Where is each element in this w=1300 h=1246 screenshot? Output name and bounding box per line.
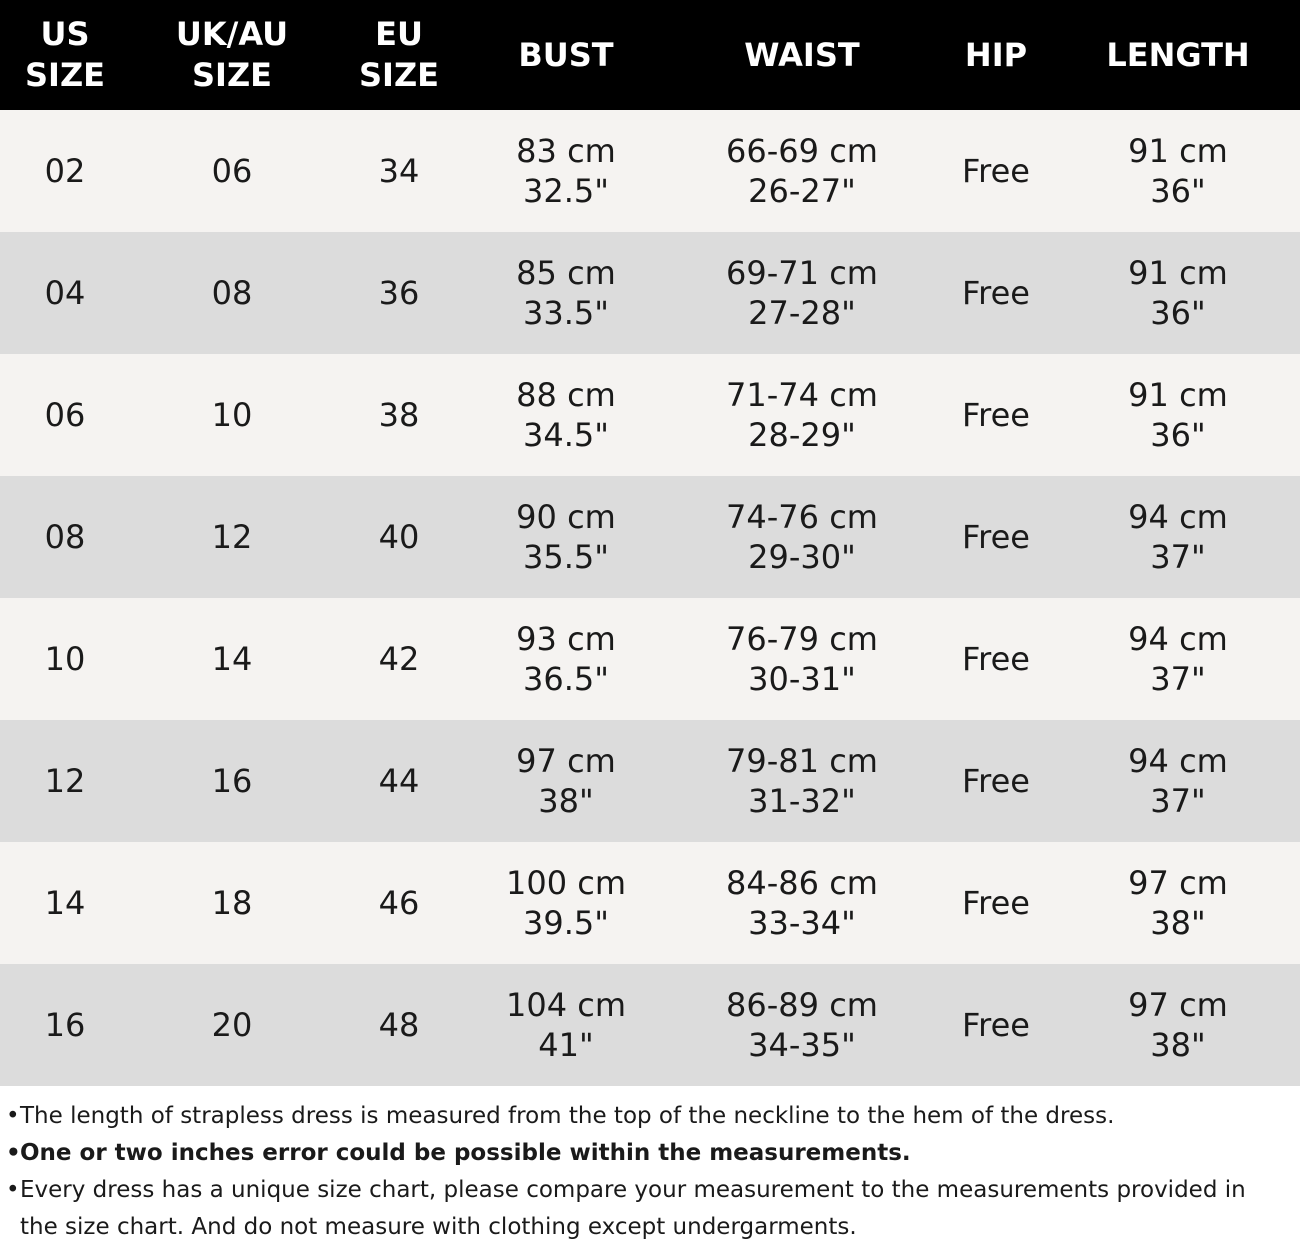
header-eu-size: EU SIZE [358,15,439,94]
notes-section [0,1086,1300,1246]
cell-waist-waist-in: 26-27" [748,172,856,210]
cell-uk-au-size-uk-au: 10 [211,396,253,434]
cell-uk-au-size-uk-au: 12 [211,518,253,556]
cell-length [1056,476,1300,598]
cell-us-size-us: 08 [44,518,86,556]
cell-uk-au-size-uk-au: 06 [211,152,253,190]
cell-hip-hip: Free [962,518,1030,556]
cell-waist [668,842,936,964]
header-bust: BUST [518,35,614,74]
cell-us-size-us: 10 [44,640,86,678]
cell-eu-size [334,842,464,964]
cell-hip-hip: Free [962,884,1030,922]
cell-length-length-in: 36" [1150,416,1206,454]
bullet-icon: • [6,1140,21,1166]
cell-length-length-cm: 94 cm [1128,742,1228,780]
cell-waist [668,354,936,476]
cell-bust-bust-in: 41" [538,1026,594,1064]
cell-uk-au-size-uk-au: 20 [211,1006,253,1044]
table-row [0,842,1300,964]
cell-waist [668,476,936,598]
cell-hip-hip: Free [962,152,1030,190]
cell-length-length-in: 38" [1150,904,1206,942]
cell-bust-bust-cm: 104 cm [505,986,626,1024]
cell-hip-hip: Free [962,640,1030,678]
cell-length-length-in: 37" [1150,660,1206,698]
cell-us-size-us: 14 [44,884,86,922]
cell-length [1056,598,1300,720]
cell-hip-hip: Free [962,396,1030,434]
cell-uk-au-size [130,232,334,354]
cell-waist-waist-cm: 66-69 cm [726,132,878,170]
cell-eu-size-eu: 36 [378,274,420,312]
header-length: LENGTH [1106,35,1250,74]
table-row [0,720,1300,842]
cell-eu-size-eu: 38 [378,396,420,434]
cell-bust [464,720,668,842]
cell-us-size [0,476,130,598]
cell-us-size-us: 16 [44,1006,86,1044]
note-text: The length of strapless dress is measured from the top of the neckline to the hem of the dress. [20,1103,1115,1129]
cell-us-size [0,598,130,720]
note-text: Every dress has a unique size chart, please compare your measurement to the measurements provided in the size chart. And do not measure with clothing except undergarments. [20,1177,1246,1240]
cell-waist-waist-in: 34-35" [748,1026,856,1064]
cell-length [1056,964,1300,1086]
cell-length-length-in: 37" [1150,782,1206,820]
cell-bust [464,842,668,964]
cell-bust [464,110,668,232]
cell-length-length-in: 36" [1150,172,1206,210]
cell-uk-au-size-uk-au: 14 [211,640,253,678]
cell-length-length-cm: 97 cm [1128,986,1228,1024]
cell-waist [668,964,936,1086]
cell-waist-waist-in: 30-31" [748,660,856,698]
cell-length-length-in: 37" [1150,538,1206,576]
cell-us-size [0,354,130,476]
cell-uk-au-size [130,720,334,842]
cell-us-size [0,964,130,1086]
cell-us-size [0,842,130,964]
cell-us-size-us: 12 [44,762,86,800]
header-us-size: US SIZE [24,15,105,94]
cell-waist-waist-cm: 79-81 cm [726,742,878,780]
cell-uk-au-size-uk-au: 08 [211,274,253,312]
cell-hip [936,842,1056,964]
table-row [0,232,1300,354]
cell-bust-bust-in: 32.5" [523,172,609,210]
cell-eu-size [334,476,464,598]
cell-length [1056,842,1300,964]
cell-uk-au-size [130,354,334,476]
cell-hip [936,598,1056,720]
cell-us-size [0,232,130,354]
cell-hip [936,476,1056,598]
cell-bust-bust-cm: 88 cm [516,376,616,414]
cell-length [1056,110,1300,232]
cell-uk-au-size [130,842,334,964]
cell-hip-hip: Free [962,274,1030,312]
cell-uk-au-size [130,598,334,720]
cell-hip [936,232,1056,354]
cell-bust-bust-in: 35.5" [523,538,609,576]
cell-hip [936,964,1056,1086]
cell-eu-size-eu: 34 [378,152,420,190]
note-item [6,1135,1290,1172]
cell-length-length-in: 36" [1150,294,1206,332]
cell-length-length-cm: 91 cm [1128,376,1228,414]
cell-waist [668,598,936,720]
cell-waist-waist-in: 29-30" [748,538,856,576]
cell-waist [668,720,936,842]
cell-waist-waist-in: 27-28" [748,294,856,332]
bullet-icon: • [6,1177,20,1203]
cell-bust-bust-in: 33.5" [523,294,609,332]
cell-bust-bust-in: 34.5" [523,416,609,454]
cell-bust [464,476,668,598]
cell-waist [668,110,936,232]
cell-uk-au-size [130,476,334,598]
cell-length [1056,232,1300,354]
cell-bust-bust-cm: 100 cm [505,864,626,902]
cell-waist-waist-in: 31-32" [748,782,856,820]
cell-length-length-cm: 91 cm [1128,254,1228,292]
header-row [0,0,1300,110]
cell-length [1056,354,1300,476]
cell-bust-bust-in: 36.5" [523,660,609,698]
cell-bust-bust-in: 39.5" [523,904,609,942]
cell-length [1056,720,1300,842]
cell-waist-waist-cm: 84-86 cm [726,864,878,902]
cell-eu-size [334,354,464,476]
header-waist: WAIST [744,35,860,74]
cell-hip [936,354,1056,476]
cell-us-size-us: 04 [44,274,86,312]
cell-eu-size-eu: 42 [378,640,420,678]
header-uk-au-size: UK/AU SIZE [175,15,289,94]
bullet-icon: • [6,1103,20,1129]
note-text: One or two inches error could be possible within the measurements. [20,1140,911,1166]
cell-hip [936,110,1056,232]
note-item [6,1098,1290,1135]
cell-eu-size [334,720,464,842]
cell-length-length-cm: 94 cm [1128,620,1228,658]
cell-uk-au-size-uk-au: 18 [211,884,253,922]
cell-bust-bust-in: 38" [538,782,594,820]
cell-us-size-us: 06 [44,396,86,434]
table-row [0,964,1300,1086]
cell-waist-waist-cm: 76-79 cm [726,620,878,658]
cell-eu-size [334,964,464,1086]
cell-us-size [0,110,130,232]
cell-eu-size-eu: 48 [378,1006,420,1044]
cell-bust [464,354,668,476]
cell-eu-size [334,232,464,354]
cell-us-size [0,720,130,842]
cell-bust-bust-cm: 97 cm [516,742,616,780]
cell-waist [668,232,936,354]
cell-uk-au-size-uk-au: 16 [211,762,253,800]
cell-length-length-cm: 94 cm [1128,498,1228,536]
cell-hip-hip: Free [962,1006,1030,1044]
cell-bust-bust-cm: 85 cm [516,254,616,292]
cell-waist-waist-cm: 71-74 cm [726,376,878,414]
cell-bust [464,598,668,720]
cell-bust [464,232,668,354]
cell-waist-waist-cm: 69-71 cm [726,254,878,292]
cell-hip [936,720,1056,842]
cell-uk-au-size [130,964,334,1086]
cell-waist-waist-in: 28-29" [748,416,856,454]
cell-uk-au-size [130,110,334,232]
cell-waist-waist-in: 33-34" [748,904,856,942]
cell-length-length-cm: 97 cm [1128,864,1228,902]
table-row [0,476,1300,598]
cell-eu-size [334,110,464,232]
table-body [0,110,1300,1086]
cell-eu-size [334,598,464,720]
note-item [6,1172,1290,1246]
cell-waist-waist-cm: 86-89 cm [726,986,878,1024]
table-row [0,598,1300,720]
cell-eu-size-eu: 40 [378,518,420,556]
cell-bust [464,964,668,1086]
cell-waist-waist-cm: 74-76 cm [726,498,878,536]
cell-bust-bust-cm: 83 cm [516,132,616,170]
cell-eu-size-eu: 46 [378,884,420,922]
table-row [0,110,1300,232]
cell-length-length-in: 38" [1150,1026,1206,1064]
cell-eu-size-eu: 44 [378,762,420,800]
cell-bust-bust-cm: 93 cm [516,620,616,658]
cell-hip-hip: Free [962,762,1030,800]
header-hip: HIP [964,35,1028,74]
cell-length-length-cm: 91 cm [1128,132,1228,170]
cell-us-size-us: 02 [44,152,86,190]
cell-bust-bust-cm: 90 cm [516,498,616,536]
table-row [0,354,1300,476]
